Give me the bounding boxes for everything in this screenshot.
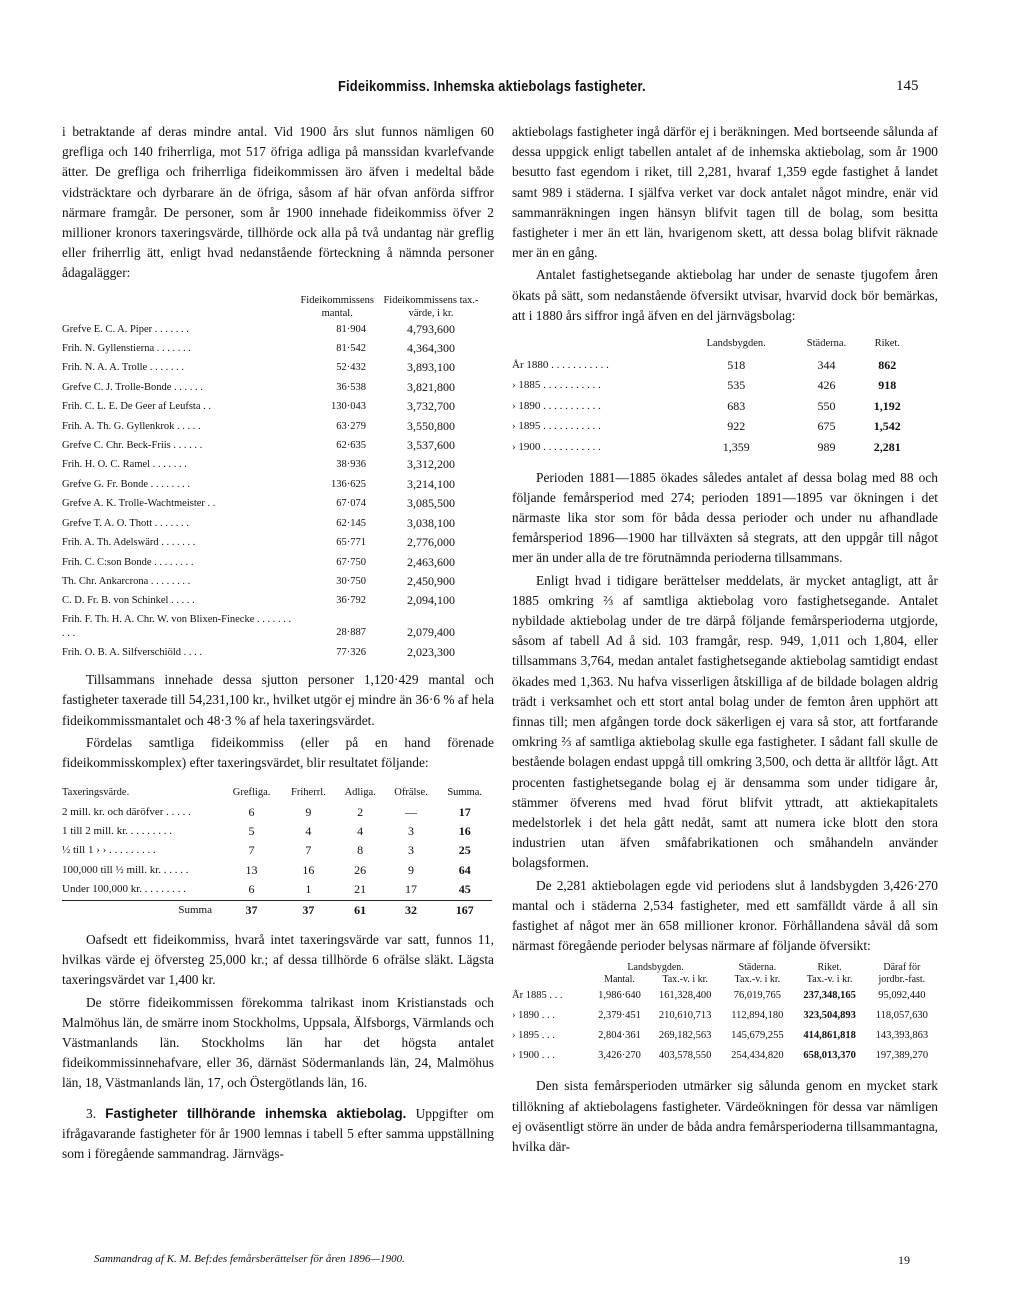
table-cell: 3,085,500: [407, 496, 456, 511]
table-cell: 2,776,000: [407, 535, 456, 550]
section-text: Uppgifter om ifrågavarande fastigheter för år 1900 lemnas i tabell 5 efter samma uppställning som i föregående sammandrag. Järnvägs-: [62, 1105, 494, 1162]
column-header: Taxeringsvärde.: [62, 787, 130, 799]
table-header-row: [512, 334, 912, 355]
table-cell: 269,182,563: [658, 1030, 712, 1042]
column-header: Tax.-v. i kr.: [806, 974, 853, 986]
section-title: Fastigheter tillhörande inhemska aktiebolag.: [105, 1105, 407, 1121]
table-cell: 100,000 till ½ mill. kr. . . . . .: [62, 863, 189, 876]
table-cell: 2 mill. kr. och däröfver . . . . .: [62, 805, 191, 818]
table-cell: 3: [408, 823, 415, 838]
table-cell: 161,328,400: [658, 990, 712, 1002]
table-cell: Frih. C. L. E. De Geer af Leufsta . .: [62, 401, 211, 413]
table-cell: 17: [458, 804, 471, 819]
table-cell: 4: [357, 823, 364, 838]
table-row: [62, 494, 482, 513]
table-cell: 2,450,900: [407, 573, 456, 588]
table-cell: 414,861,818: [803, 1030, 856, 1042]
table-row: [62, 455, 482, 474]
table-cell: Summa: [62, 900, 222, 920]
table-cell: 16: [302, 862, 315, 877]
table-cell: 675: [817, 419, 836, 434]
page-number: 145: [896, 78, 919, 94]
table-row: [512, 375, 912, 396]
table-row: [62, 339, 482, 358]
table-cell: Frih. H. O. C. Ramel . . . . . . .: [62, 459, 187, 471]
table-cell: 32: [385, 900, 438, 920]
paragraph: aktiebolags fastigheter ingå därför ej i beräkningen. Med bortseende sålunda af dessa uppgick enligt tabellen antalet af de inhemska aktiebolag, som år 1900 besutto fast egendom i riket, till 2,281, hvaraf 1,359 egde fastighet å landet samt 989 i städerna. I själfva verket var dock antalet något mindre, enär vid sammanräkningen ingen hänsyn blifvit tagen till de bolag, som besitta fastigheter i mer än ett län, hvarigenom skett, att dessa bolag blifvit räknade mer än en gång.: [512, 124, 938, 261]
table-cell: 9: [408, 862, 415, 877]
table-cell: › 1895 . . .: [512, 1030, 555, 1042]
table-header-row: [512, 974, 938, 986]
table-cell: 918: [878, 378, 897, 393]
table-cell: 28·887: [336, 627, 367, 639]
source-footnote: Sammandrag af K. M. Bef:des femårsberättelser för åren 1896—1900.: [94, 1253, 405, 1265]
table-cell: 3,426·270: [598, 1050, 641, 1062]
table-cell: År 1880 . . . . . . . . . . .: [512, 358, 609, 371]
table-cell: 4,793,600: [407, 321, 456, 336]
table-cell: Grefve T. A. O. Thott . . . . . . .: [62, 517, 189, 529]
fideikommiss-holders-table: [62, 294, 482, 663]
signature-mark: 19: [898, 1253, 910, 1267]
table-cell: 81·542: [336, 343, 367, 355]
table-cell: 145,679,255: [731, 1030, 784, 1042]
table-cell: 76,019,765: [733, 990, 781, 1002]
paragraph: i betraktande af deras mindre antal. Vid 1900 års slut funnos nämligen 60 grefliga och 140 friherrliga, mot 517 öfriga adliga på manssidan kvarlefvande ätter. De grefliga och friherrliga fideikommissen äro äfven i medeltal både vidsträcktare och dyrbarare än de öfriga, såsom af här ofvan anförda siffror närmare framgår. De personer, som år 1900 innehade fideikommiss öfver 2 millioner kronors taxeringsvärde, tillhörde ock alla på två undantag när greflig eller friherrlig ätt, enligt hvad nedanstående förteckning å nämnda personer ådagalägger:: [62, 124, 494, 281]
table-cell: 1 till 2 mill. kr. . . . . . . . .: [62, 824, 173, 837]
table-group-header-row: [512, 962, 938, 974]
table-cell: 1,986·640: [598, 990, 641, 1002]
table-cell: 16: [458, 823, 471, 838]
left-column: [62, 122, 494, 1166]
table-cell: 30·750: [336, 575, 367, 587]
table-cell: Frih. O. B. A. Silfverschiöld . . . .: [62, 646, 203, 658]
table-cell: 17: [405, 882, 418, 897]
table-cell: 52·432: [336, 362, 367, 374]
table-cell: 862: [878, 357, 897, 372]
table-cell: 167: [437, 900, 492, 920]
table-cell: Frih. A. Th. G. Gyllenkrok . . . . .: [62, 420, 201, 432]
property-value-table: [512, 962, 938, 1066]
table-cell: 65·771: [336, 537, 367, 549]
table-cell: 2,023,300: [407, 644, 456, 659]
table-row: [62, 611, 482, 643]
table-row: [62, 572, 482, 591]
table-cell: › 1890 . . . . . . . . . . .: [512, 399, 601, 412]
company-count-table: [512, 334, 912, 458]
table-cell: 5: [248, 823, 255, 838]
table-cell: Frih. C. C:son Bonde . . . . . . . .: [62, 556, 194, 568]
table-row: [512, 986, 938, 1006]
paragraph: De 2,281 aktiebolagen egde vid periodens slut å landsbygden 3,426·270 mantal och i städerna 2,534 fastigheter, med ett samfälldt värde å all sin fastighet af något mer än 658 millioner kronor. Förhållandena såväl då som närmast föregående perioder belysas närmare af följande öfversikt:: [512, 877, 938, 954]
table-row: [62, 861, 492, 880]
table-cell: Grefve C. J. Trolle-Bonde . . . . . .: [62, 381, 203, 393]
table-cell: 130·043: [331, 401, 367, 413]
section-paragraph: [62, 1104, 494, 1165]
table-cell: 658,013,370: [803, 1050, 856, 1062]
table-cell: 37: [222, 900, 281, 920]
table-cell: 136·625: [331, 478, 367, 490]
table-cell: 36·792: [336, 595, 367, 607]
table-cell: Grefve C. Chr. Beck-Friis . . . . . .: [62, 440, 203, 452]
table-cell: —: [405, 804, 418, 819]
table-cell: 535: [727, 378, 746, 393]
table-cell: 45: [458, 882, 471, 897]
table-cell: 3,312,200: [407, 457, 456, 472]
valuation-distribution-table: [62, 783, 492, 920]
table-row: [62, 591, 482, 610]
column-header: Adliga.: [344, 787, 376, 799]
table-cell: 2,094,100: [407, 593, 456, 608]
table-row: [512, 1026, 938, 1046]
column-header: Fideikommissens tax.-värde, i kr.: [383, 294, 479, 319]
table-cell: 518: [727, 357, 746, 372]
table-cell: 2,379·451: [598, 1010, 641, 1022]
table-header-row: [62, 294, 482, 320]
table-cell: 3,038,100: [407, 515, 456, 530]
table-header-row: [62, 783, 492, 802]
column-group-header: Landsbygden.: [627, 962, 684, 974]
table-cell: 81·904: [336, 323, 367, 335]
column-header: Tax.-v. i kr.: [662, 974, 708, 986]
table-cell: 6: [248, 804, 255, 819]
table-row: [62, 514, 482, 533]
table-cell: Grefve E. C. A. Piper . . . . . . .: [62, 323, 189, 335]
table-cell: 64: [458, 862, 471, 877]
table-row: [62, 378, 482, 397]
table-cell: 3,214,100: [407, 476, 456, 491]
table-cell: › 1895 . . . . . . . . . . .: [512, 420, 601, 433]
table-row: [62, 533, 482, 552]
paragraph: Fördelas samtliga fideikommiss (eller på en hand förenade fideikommisskomplex) efter taxeringsvärdet, blir resultatet följande:: [62, 734, 494, 770]
table-cell: 67·074: [336, 498, 367, 510]
paragraph: De större fideikommissen förekomma talrikast inom Kristianstads och Malmöhus län, de smärre inom Stockholms, Uppsala, Älfsborgs, Värmlands och Västmanlands län. Stockholms län har det högsta antalet fideikommissinnehafvare, eller 36, därnäst Södermanlands län, 24, Malmöhus län, 18, Västmanlands län, 17, och Östergötlands län, 16.: [62, 994, 494, 1091]
table-cell: 63·279: [336, 420, 367, 432]
table-cell: Frih. N. Gyllenstierna . . . . . . .: [62, 343, 191, 355]
table-cell: 3,821,800: [407, 379, 456, 394]
table-cell: ½ till 1 › › . . . . . . . . .: [62, 844, 156, 857]
table-cell: › 1900 . . .: [512, 1050, 555, 1062]
table-cell: › 1890 . . .: [512, 1010, 555, 1022]
column-group-header: Däraf för: [883, 962, 921, 974]
section-number: 3.: [86, 1105, 97, 1121]
table-cell: 118,057,630: [875, 1010, 928, 1022]
table-cell: 197,389,270: [875, 1050, 929, 1062]
table-cell: 77·326: [336, 646, 367, 658]
table-cell: 143,393,863: [875, 1030, 929, 1042]
column-header: Ofrälse.: [394, 787, 428, 799]
table-cell: 344: [817, 357, 836, 372]
table-cell: 2,804·361: [598, 1030, 641, 1042]
table-cell: År 1885 . . .: [512, 990, 563, 1002]
column-header: Landsbygden.: [706, 338, 766, 350]
table-cell: 2: [357, 804, 364, 819]
table-cell: 61: [336, 900, 385, 920]
table-row: [512, 396, 912, 417]
table-cell: 37: [281, 900, 336, 920]
paragraph: Enligt hvad i tidigare berättelser meddelats, är mycket antagligt, att år 1885 omkring ⅔ af samtliga aktiebolag voro fastighetsegande. Antalet nybildade aktiebolag under de tre därpå följande femårsperioderna utgjorde, såsom af tabell Ad å sid. 103 framgår, resp. 949, 1,011 och 1,804, eller tillsammans 3,764, medan antalet fastighetsegande aktiebolag samtidigt endast ökades med 1,363. Nu hafva visserligen åtskilliga af de bildade bolagen aldrig trädt i verksamhet och ett stort antal bolag under de femton åren upphört att finnas till; men afgången torde dock säkerligen ej vara så stor, att fortfarande omkring ⅔ af samtliga aktiebolag skulle ega fastigheter. I sådant fall skulle de bestående bolagen endast uppgå till omkring 3,500, och detta är alltför lågt. Att procenten fastighetsegande bolag ej är densamma som under tidigare år, stämmer öfverens med hvad förut blifvit yttradt, att aktiekapitalets medelstorlek i det hela gått nedåt, samt att numera icke blott den stora industrien utan äfven småfabrikationen och småhandeln använder bolagsformen.: [512, 572, 938, 871]
column-header: jordbr.-fast.: [878, 974, 926, 986]
paragraph: Oafsedt ett fideikommiss, hvarå intet taxeringsvärde var satt, funnos 11, hvilkas värde ej öfversteg 25,000 kr.; af dessa tillhörde 6 ofrälse släkt. Lägsta taxeringsvärdet var 1,400 kr.: [62, 931, 494, 988]
table-row: [62, 320, 482, 339]
table-cell: 254,434,820: [731, 1050, 784, 1062]
column-header: Fideikommissens mantal.: [300, 294, 374, 319]
table-cell: 9: [305, 804, 312, 819]
running-title: Fideikommiss. Inhemska aktiebolags fastigheter.: [338, 78, 646, 95]
table-row: [512, 355, 912, 376]
table-cell: 67·750: [336, 556, 367, 568]
table-cell: 4: [305, 823, 312, 838]
table-cell: 112,894,180: [731, 1010, 784, 1022]
table-cell: 38·936: [336, 459, 367, 471]
table-row: [62, 553, 482, 572]
table-cell: 3,893,100: [407, 360, 456, 375]
table-row: [62, 475, 482, 494]
table-row: [62, 803, 492, 822]
table-cell: 62·635: [336, 440, 367, 452]
table-cell: 4,364,300: [407, 341, 456, 356]
table-row: [512, 1006, 938, 1026]
table-cell: 6: [248, 882, 255, 897]
table-cell: 36·538: [336, 381, 367, 393]
table-cell: 426: [817, 378, 836, 393]
table-row: [62, 841, 492, 860]
table-row: [62, 880, 492, 900]
table-cell: 1: [305, 882, 312, 897]
table-cell: 3,550,800: [407, 418, 456, 433]
table-row: [62, 643, 482, 662]
table-cell: 7: [248, 843, 255, 858]
table-row: [62, 417, 482, 436]
table-cell: 25: [458, 843, 471, 858]
column-group-header: Riket.: [817, 962, 842, 974]
table-cell: 8: [357, 843, 364, 858]
table-cell: Frih. F. Th. H. A. Chr. W. von Blixen-Finecke . . . . . . . . . .: [62, 613, 292, 639]
table-cell: 3,537,600: [407, 438, 456, 453]
column-header: Mantal.: [604, 974, 635, 986]
column-group-header: Städerna.: [738, 962, 777, 974]
table-cell: 95,092,440: [878, 990, 926, 1002]
column-header: Grefliga.: [232, 787, 271, 799]
table-cell: 21: [354, 882, 367, 897]
table-cell: Th. Chr. Ankarcrona . . . . . . . .: [62, 575, 191, 587]
paragraph: Perioden 1881—1885 ökades således antalet af dessa bolag med 88 och följande femårsperiod med 274; perioden 1891—1895 var ökningen i det närmaste lika stor som för båda dessa perioder och under nu afhandlade femårsperiod 1896—1900 har tillväxten så stegrats, att den uppgår till något mer än under alla de tre förutnämnda perioderna tillsammans.: [512, 469, 938, 566]
table-cell: 13: [245, 862, 258, 877]
table-row: [512, 416, 912, 437]
table-cell: 922: [727, 419, 746, 434]
column-header: Friherrl.: [291, 787, 326, 799]
table-row: [62, 397, 482, 416]
column-header: Tax.-v. i kr.: [734, 974, 781, 986]
table-row: [62, 358, 482, 377]
paragraph: Den sista femårsperioden utmärker sig sålunda genom en mycket stark tillökning af aktiebolagens fastigheter. Värdeökningen för dessa var nämligen ej oväsentligt större än under de båda andra femårsperioderna tillsammantagna, hvilka där-: [512, 1078, 938, 1155]
table-cell: 323,504,893: [803, 1010, 856, 1022]
table-cell: 2,079,400: [407, 625, 456, 640]
table-cell: › 1885 . . . . . . . . . . .: [512, 379, 601, 392]
table-cell: 989: [817, 440, 836, 454]
table-cell: 1,359: [722, 440, 750, 454]
table-cell: 1,542: [873, 419, 901, 434]
table-cell: 26: [354, 862, 367, 877]
table-row: [62, 436, 482, 455]
table-cell: Grefve G. Fr. Bonde . . . . . . . .: [62, 478, 191, 490]
table-row: [512, 1046, 938, 1066]
table-cell: › 1900 . . . . . . . . . . .: [512, 441, 601, 453]
table-cell: Frih. A. Th. Adelswärd . . . . . . .: [62, 537, 196, 549]
table-sum-row: [62, 900, 492, 920]
table-cell: 210,610,713: [658, 1010, 712, 1022]
column-header: Städerna.: [806, 338, 847, 350]
table-row: [62, 822, 492, 841]
table-cell: 1,192: [873, 398, 901, 413]
table-cell: Grefve A. K. Trolle-Wachtmeister . .: [62, 498, 216, 510]
table-cell: 683: [727, 398, 746, 413]
table-cell: C. D. Fr. B. von Schinkel . . . . .: [62, 595, 195, 607]
table-cell: 62·145: [336, 517, 367, 529]
table-cell: 2,463,600: [407, 554, 456, 569]
table-cell: Under 100,000 kr. . . . . . . . .: [62, 883, 187, 896]
right-column: [512, 122, 938, 1159]
table-cell: 7: [305, 843, 312, 858]
table-cell: 3,732,700: [407, 399, 456, 414]
table-cell: 550: [817, 398, 836, 413]
table-cell: 3: [408, 843, 415, 858]
column-header: Riket.: [874, 338, 900, 350]
column-header: Summa.: [447, 787, 483, 799]
paragraph: Antalet fastighetsegande aktiebolag har under de senaste tjugofem åren ökats på sätt, som nedanstående öfversikt utvisar, hvarvid dock bör bemärkas, att i 1880 års siffror ingå äfven en del järnvägsbolag:: [512, 267, 938, 323]
paragraph: Tillsammans innehade dessa sjutton personer 1,120·429 mantal och fastigheter taxerade till 54,231,100 kr., hvilket utgör ej mindre än 36·6 % af hela fideikommissmantalet och 48·3 % af hela taxeringsvärdet.: [62, 672, 494, 728]
table-row: [512, 437, 912, 458]
table-cell: 237,348,165: [803, 990, 856, 1002]
table-cell: 2,281: [873, 440, 901, 454]
table-cell: 403,578,550: [658, 1050, 712, 1062]
table-cell: Frih. N. A. A. Trolle . . . . . . .: [62, 362, 184, 374]
page-header: [0, 78, 1024, 102]
